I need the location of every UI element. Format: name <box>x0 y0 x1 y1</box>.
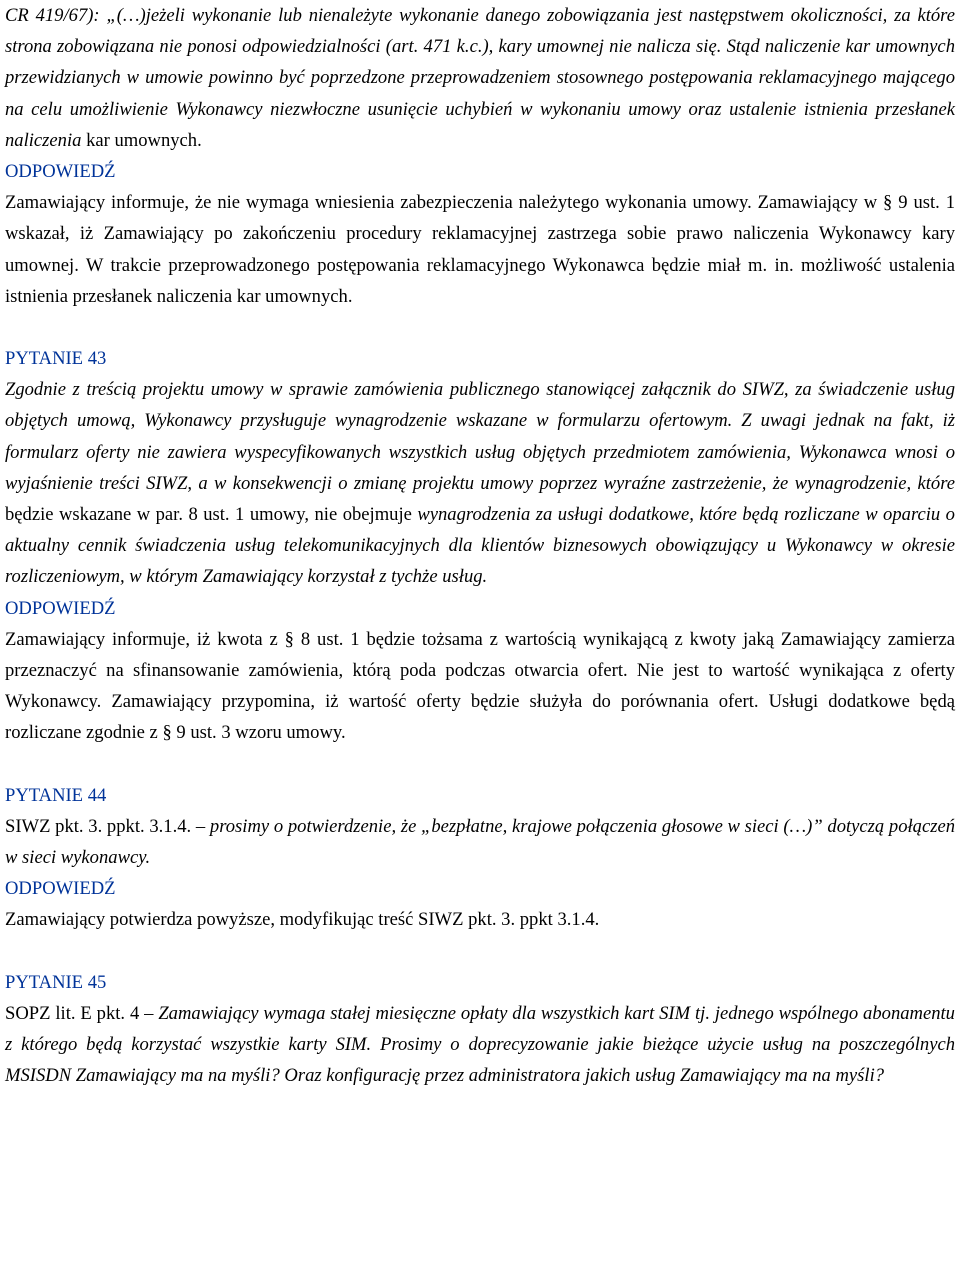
answer-text: Zamawiający informuje, że nie wymaga wniesienia zabezpieczenia należytego wykonania umowy. Zamawiający w § 9 ust. 1 wskazał, iż Zamawiający po zakończeniu procedury reklamacyjnej zastrzega sobie prawo naliczenia Wykonawcy kary umownej. W trakcie przeprowadzonego postępowania reklamacyjnego Wykonawca będzie miał m. in. możliwość ustalenia istnienia przesłanek naliczenia kar umownych. <box>5 192 955 307</box>
answer-text: Zamawiający potwierdza powyższe, modyfikując treść SIWZ pkt. 3. ppkt 3.1.4. <box>5 909 600 931</box>
spacer <box>5 312 955 343</box>
intro-quote <box>5 0 955 156</box>
question-text <box>5 374 955 592</box>
answer-label: ODPOWIEDŹ <box>5 597 116 619</box>
question-plain: SOPZ lit. E pkt. 4 – <box>5 1002 159 1024</box>
question-italic: prosimy o potwierdzenie, że „bezpłatne, krajowe połączenia głosowe w sieci (…)” dotyczą połączeń w sieci wykonawcy. <box>5 815 955 869</box>
spacer <box>5 749 955 780</box>
question-plain: będzie wskazane w par. 8 ust. 1 umowy, nie obejmuje <box>5 504 418 526</box>
question-italic: Zamawiający wymaga stałej miesięczne opłaty dla wszystkich kart SIM tj. jednego wspólnego abonamentu z którego będą korzystać wszystkie karty SIM. Prosimy o doprecyzowanie jakie bieżące użycie usług na poszczególnych MSISDN Zamawiający ma na myśli? Oraz konfigurację przez administratora jakich usług Zamawiający ma na myśli? <box>5 1002 955 1087</box>
question-italic-tail: wynagrodzenia za usługi dodatkowe, które będą rozliczane w oparciu o aktualny cennik świadczenia usług telekomunikacyjnych dla klientów biznesowych obowiązujący u Wykonawcy w okresie rozliczeniowym, w którym Zamawiający korzystał z tychże usług. <box>5 504 955 588</box>
question-plain: SIWZ pkt. 3. ppkt. 3.1.4. – <box>5 815 210 837</box>
answer-label: ODPOWIEDŹ <box>5 161 116 183</box>
answer-label: ODPOWIEDŹ <box>5 878 116 900</box>
intro-quote-tail: kar umownych. <box>81 129 202 151</box>
spacer <box>5 936 955 967</box>
question-italic: Zgodnie z treścią projektu umowy w sprawie zamówienia publicznego stanowiącej załącznik do SIWZ, za świadczenie usług objętych umową, Wykonawcy przysługuje wynagrodzenie wskazane w formularzu ofertowym. Z uwagi jednak na fakt, iż formularz oferty nie zawiera wyspecyfikowanych wszystkich usług objętych przedmiotem zamówienia, Wykonawca wnosi o wyjaśnienie treści SIWZ, a w konsekwencji o zmianę projektu umowy poprzez wyraźne zastrzeżenie, że wynagrodzenie, które <box>5 379 955 494</box>
answer-text: Zamawiający informuje, iż kwota z § 8 ust. 1 będzie tożsama z wartością wynikającą z kwoty jaką Zamawiający zamierza przeznaczyć na sfinansowanie zamówienia, którą poda podczas otwarcia ofert. Nie jest to wartość wynikająca z oferty Wykonawcy. Zamawiający przypomina, iż wartość oferty będzie służyła do porównania ofert. Usługi dodatkowe będą rozliczane zgodnie z § 9 ust. 3 wzoru umowy. <box>5 628 955 744</box>
question-heading: PYTANIE 44 <box>5 784 107 806</box>
question-text <box>5 998 955 1092</box>
question-text <box>5 811 955 873</box>
question-heading: PYTANIE 45 <box>5 971 107 993</box>
question-heading: PYTANIE 43 <box>5 348 107 370</box>
intro-quote-italic: CR 419/67): „(…)jeżeli wykonanie lub nienależyte wykonanie danego zobowiązania jest następstwem okoliczności, za które strona zobowiązana nie ponosi odpowiedzialności (art. 471 k.c.), kary umownej nie nalicza się. Stąd naliczenie kar umownych przewidzianych w umowie powinno być poprzedzone przeprowadzeniem stosownego postępowania reklamacyjnego mającego na celu umożliwienie Wykonawcy niezwłoczne usunięcie uchybień w wykonaniu umowy oraz ustalenie istnienia przesłanek naliczenia <box>5 5 955 151</box>
